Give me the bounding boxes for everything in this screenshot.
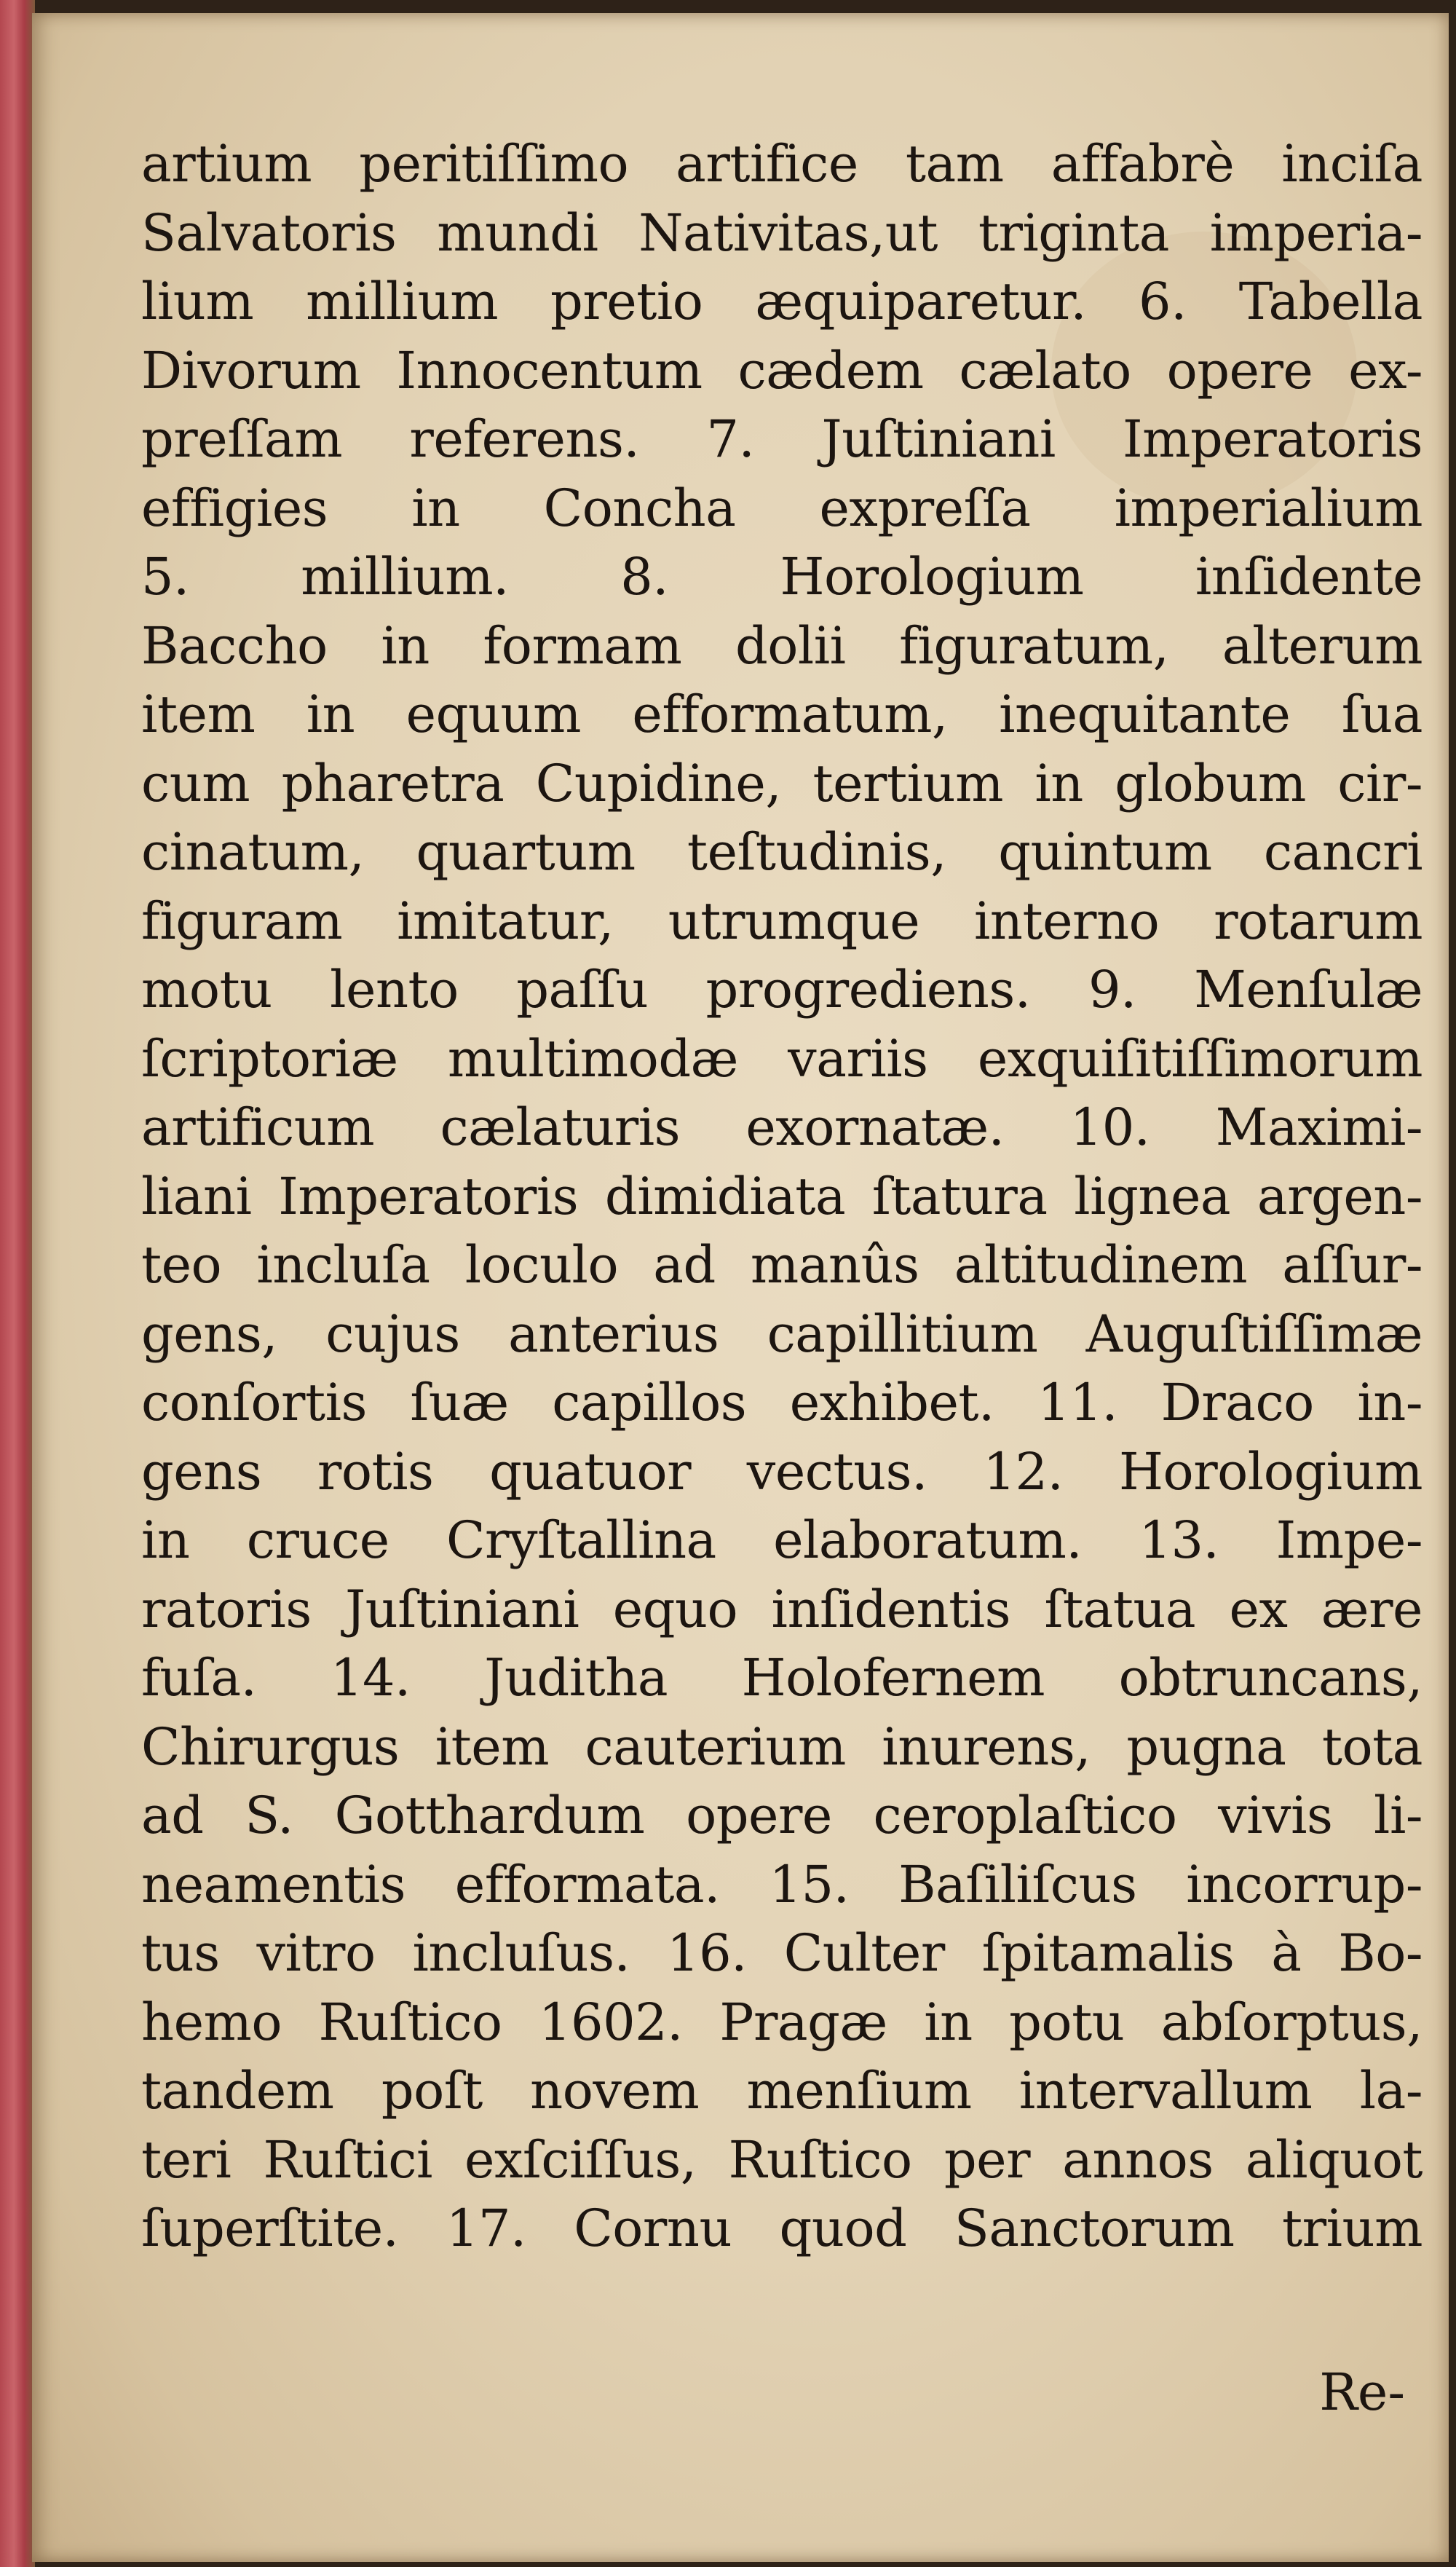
text-line: Chirurgus item cauterium inurens, pugna tota xyxy=(141,1716,1423,1777)
text-line: artium peritiſſimo artifice tam affabrè inciſa xyxy=(141,134,1423,194)
text-line: 5. millium. 8. Horologium inſidente xyxy=(141,547,1423,607)
page-paper xyxy=(32,13,1449,2562)
text-line: liani Imperatoris dimidiata ſtatura lignea argen- xyxy=(141,1166,1423,1226)
text-line: in cruce Cryſtallina elaboratum. 13. Impe- xyxy=(141,1510,1423,1570)
text-line: preſſam referens. 7. Juſtiniani Imperatoris xyxy=(141,409,1423,469)
text-line: tus vitro incluſus. 16. Culter ſpitamalis à Bo- xyxy=(141,1923,1423,1983)
text-line: gens rotis quatuor vectus. 12. Horologium xyxy=(141,1441,1423,1502)
text-line: hemo Ruſtico 1602. Pragæ in potu abſorptus, xyxy=(141,1992,1423,2052)
catchword: Re- xyxy=(1319,2362,1405,2422)
text-line: ſuperſtite. 17. Cornu quod Sanctorum trium xyxy=(141,2199,1423,2258)
text-line: fuſa. 14. Juditha Holofernem obtruncans, xyxy=(141,1648,1423,1708)
text-line: neamentis efformata. 15. Baſiliſcus incorrup- xyxy=(141,1854,1423,1915)
text-line: ad S. Gotthardum opere ceroplaſtico vivis li- xyxy=(141,1786,1423,1845)
text-line: Salvatoris mundi Nativitas,ut triginta imperia- xyxy=(141,202,1423,263)
text-line: teri Ruſtici exſciſſus, Ruſtico per annos aliquot xyxy=(141,2129,1423,2190)
body-text xyxy=(141,130,1423,2263)
text-line: artificum cælaturis exornatæ. 10. Maximi- xyxy=(141,1097,1423,1157)
text-line: motu lento paſſu progrediens. 9. Menſulæ xyxy=(141,960,1423,1020)
text-line: Divorum Innocentum cædem cælato opere ex- xyxy=(141,340,1423,401)
book-binding-edge xyxy=(0,0,35,2567)
text-line: tandem poſt novem menſium intervallum la- xyxy=(141,2061,1423,2121)
text-line: ſcriptoriæ multimodæ variis exquiſitiſſimorum xyxy=(141,1028,1423,1089)
text-line: item in equum efformatum, inequitante ſua xyxy=(141,685,1423,744)
text-line: Baccho in formam dolii figuratum, alterum xyxy=(141,615,1423,676)
text-line: cinatum, quartum teſtudinis, quintum cancri xyxy=(141,822,1423,882)
text-line: gens, cujus anterius capillitium Auguſtiſſimæ xyxy=(141,1304,1423,1364)
text-line: conſortis ſuæ capillos exhibet. 11. Draco in- xyxy=(141,1373,1423,1432)
text-line: figuram imitatur, utrumque interno rotarum xyxy=(141,891,1423,951)
text-line: lium millium pretio æquiparetur. 6. Tabella xyxy=(141,272,1423,331)
text-line: cum pharetra Cupidine, tertium in globum cir- xyxy=(141,753,1423,813)
text-line: teo incluſa loculo ad manûs altitudinem aſſur- xyxy=(141,1235,1423,1295)
text-line: effigies in Concha expreſſa imperialium xyxy=(141,478,1423,538)
text-line: ratoris Juſtiniani equo inſidentis ſtatua ex ære xyxy=(141,1579,1423,1639)
